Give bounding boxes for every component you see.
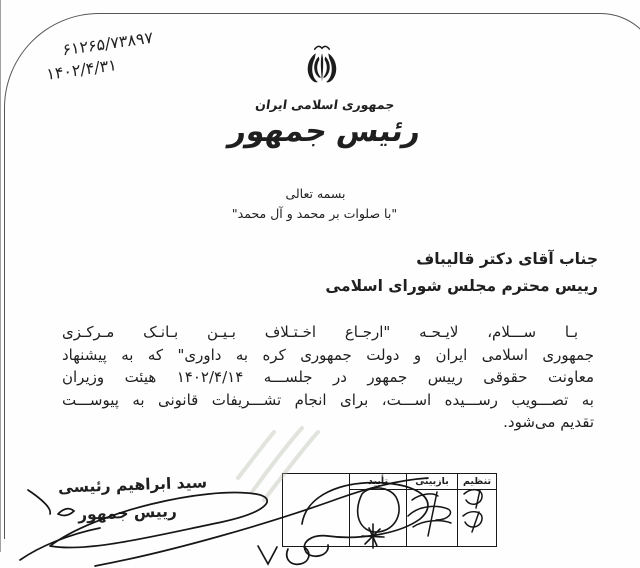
letter-body (62, 321, 594, 434)
reference-number: ۶۱۲۶۵/۷۳۸۹۷ (61, 27, 154, 60)
stamp-cell-bazbini-signature (407, 490, 457, 546)
reference-date: ۱۴۰۲/۴/۳۱ (45, 55, 118, 84)
letterhead-office-title: رئیس جمهور (226, 114, 424, 149)
approval-stamp-table (282, 473, 497, 547)
stamp-column-bazbini (406, 474, 457, 546)
body-line: معاونت حقوقی رییس جمهور در جلســـه ۱۴۰۲/۴/۱۴ هیئت وزیران (62, 368, 594, 387)
signature-title: رییس جمهور (77, 502, 178, 524)
scan-edge-line (0, 0, 1, 552)
stamp-cell-tanzim-signature (458, 490, 496, 546)
body-line: بـا ســـلام، لایـحـه "ارجـاع اخـتـلاف بـیـن بـانـک مـرکـزی (62, 323, 578, 341)
stamp-header-bazbini: بازبینی (407, 474, 457, 490)
salawat-line: "با صلوات بر محمد و آل محمد" (231, 206, 398, 221)
stamp-header-tanzim: تنظیم (458, 474, 496, 490)
invocation-line: بسمه تعالی (285, 186, 346, 201)
stamp-column-tanzim (457, 474, 496, 546)
addressee-name: جناب آقای دکتر قالیباف (416, 250, 598, 268)
signature-name: سید ابراهیم رئیسی (57, 473, 208, 497)
addressee-title: رییس محترم مجلس شورای اسلامی (325, 277, 598, 295)
body-line: به تصـــویب رســـیده اســـت، برای انجام تشـــریفات قانونی به پیوســـت (62, 390, 594, 409)
stamp-column-blank (283, 474, 349, 546)
body-line: جمهوری اسلامی ایران و دولت جمهوری کره به داوری" که به پیشنهاد (62, 345, 594, 364)
stamp-cell-taiid-signature (350, 490, 406, 546)
letterhead-country: جمهوری اسلامی ایران (254, 97, 396, 112)
stamp-column-taiid (349, 474, 406, 546)
body-line: تقدیم می‌شود. (503, 413, 594, 432)
stamp-header-taiid: تأیید (350, 474, 406, 490)
iran-emblem-icon (296, 42, 348, 96)
addressee-block (325, 246, 598, 300)
